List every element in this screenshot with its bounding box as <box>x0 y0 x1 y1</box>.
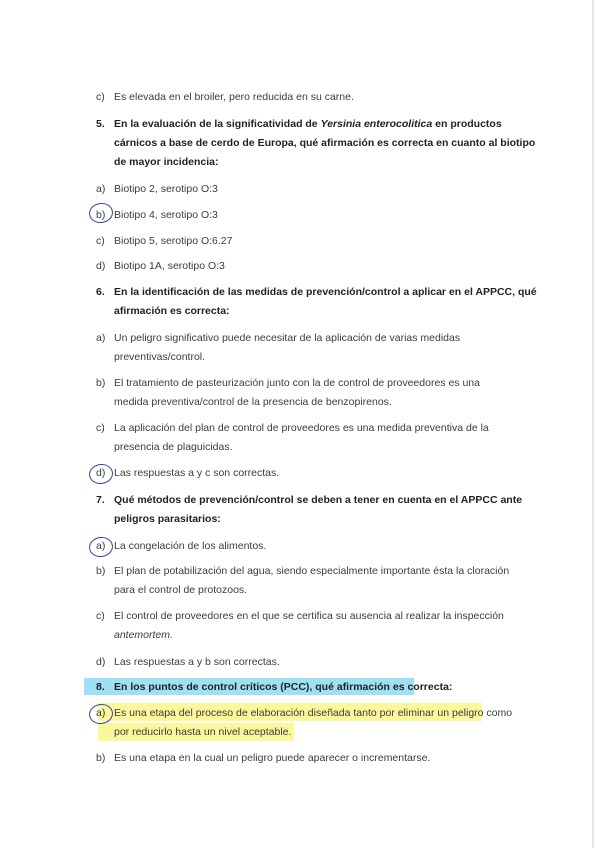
option-marker: c) <box>96 610 105 622</box>
option-marker: b) <box>96 209 106 221</box>
option-marker: a) <box>96 183 106 195</box>
option-text: Es elevada en el broiler, pero reducida en su carne. <box>114 91 354 103</box>
question-6-line1 <box>96 286 537 299</box>
option-marker: d) <box>96 467 106 479</box>
option-text: Biotipo 1A, serotipo O:3 <box>114 260 225 272</box>
option-marker: c) <box>96 422 105 434</box>
option-text: Las respuestas a y c son correctas. <box>114 467 280 479</box>
option-marker: c) <box>96 91 105 103</box>
option-marker: d) <box>96 260 106 272</box>
question-text: Qué métodos de prevención/control se deben a tener en cuenta en el APPCC ante <box>114 494 523 506</box>
question-number: 6. <box>96 286 105 298</box>
option-7a <box>96 540 266 553</box>
option-5d <box>96 260 225 273</box>
page-edge-shadow <box>592 0 594 848</box>
option-6a-line2: preventivas/control. <box>114 351 206 363</box>
option-text: Es una etapa en la cual un peligro puede aparecer o incrementarse. <box>114 752 431 764</box>
option-8a-line2: por reducirlo hasta un nivel aceptable. <box>114 726 292 738</box>
option-6c-line2: presencia de plaguicidas. <box>114 441 233 453</box>
option-6c-line1 <box>96 422 489 435</box>
option-6b-line2: medida preventiva/control de la presencia de benzopirenos. <box>114 396 392 408</box>
species-name: Yersinia enterocolitica <box>320 118 433 130</box>
option-5a <box>96 183 218 196</box>
option-7c-line2 <box>114 629 173 642</box>
option-text: El control de proveedores en el que se certifica su ausencia al realizar la inspección <box>114 610 504 622</box>
option-8a-line1 <box>96 707 512 720</box>
option-text: antemortem. <box>114 629 173 641</box>
option-text: Las respuestas a y b son correctas. <box>114 656 280 668</box>
option-6b-line1 <box>96 377 480 390</box>
question-text: En los puntos de control críticos (PCC), qué afirmación es correcta: <box>114 681 453 693</box>
option-text: Biotipo 2, serotipo O:3 <box>114 183 218 195</box>
question-text: En la identificación de las medidas de prevención/control a aplicar en el APPCC, qué <box>114 286 537 298</box>
option-text: El tratamiento de pasteurización junto con la de control de proveedores es una <box>114 377 480 389</box>
option-marker: a) <box>96 332 106 344</box>
option-text: El plan de potabilización del agua, siendo especialmente importante ésta la cloración <box>114 565 510 577</box>
option-7d <box>96 656 280 669</box>
question-number: 5. <box>96 118 105 130</box>
option-7b-line2: para el control de protozoos. <box>114 584 248 596</box>
question-text: en productos <box>432 118 502 130</box>
question-text: En la evaluación de la significatividad de <box>114 118 321 130</box>
option-6d <box>96 467 279 480</box>
option-text: La aplicación del plan de control de proveedores es una medida preventiva de la <box>114 422 489 434</box>
option-marker: a) <box>96 707 106 719</box>
option-7b-line1 <box>96 565 509 578</box>
option-text: Un peligro significativo puede necesitar de la aplicación de varias medidas <box>114 332 461 344</box>
option-7c-line1 <box>96 610 504 623</box>
option-text: La congelación de los alimentos. <box>114 540 267 552</box>
option-8b <box>96 752 430 765</box>
option-6a-line1 <box>96 332 460 345</box>
question-5-line3: de mayor incidencia: <box>114 156 219 168</box>
question-number: 7. <box>96 494 105 506</box>
question-7-line2: peligros parasitarios: <box>114 513 221 525</box>
option-marker: c) <box>96 235 105 247</box>
question-number: 8. <box>96 681 105 693</box>
option-text: Es una etapa del proceso de elaboración diseñada tanto por eliminar un peligro como <box>114 707 513 719</box>
question-7-line1 <box>96 494 522 507</box>
question-5-line2: cárnicos a base de cerdo de Europa, qué afirmación es correcta en cuanto al biotipo <box>114 137 536 149</box>
option-5b <box>96 209 218 222</box>
option-marker: a) <box>96 540 106 552</box>
option-5c <box>96 235 233 248</box>
option-4c <box>96 91 354 104</box>
question-6-line2: afirmación es correcta: <box>114 305 230 317</box>
option-text: Biotipo 4, serotipo O:3 <box>114 209 218 221</box>
question-8 <box>96 681 452 694</box>
question-5-line1 <box>96 118 502 131</box>
option-marker: d) <box>96 656 106 668</box>
option-marker: b) <box>96 377 106 389</box>
option-text: Biotipo 5, serotipo O:6.27 <box>114 235 233 247</box>
option-marker: b) <box>96 565 106 577</box>
option-marker: b) <box>96 752 106 764</box>
